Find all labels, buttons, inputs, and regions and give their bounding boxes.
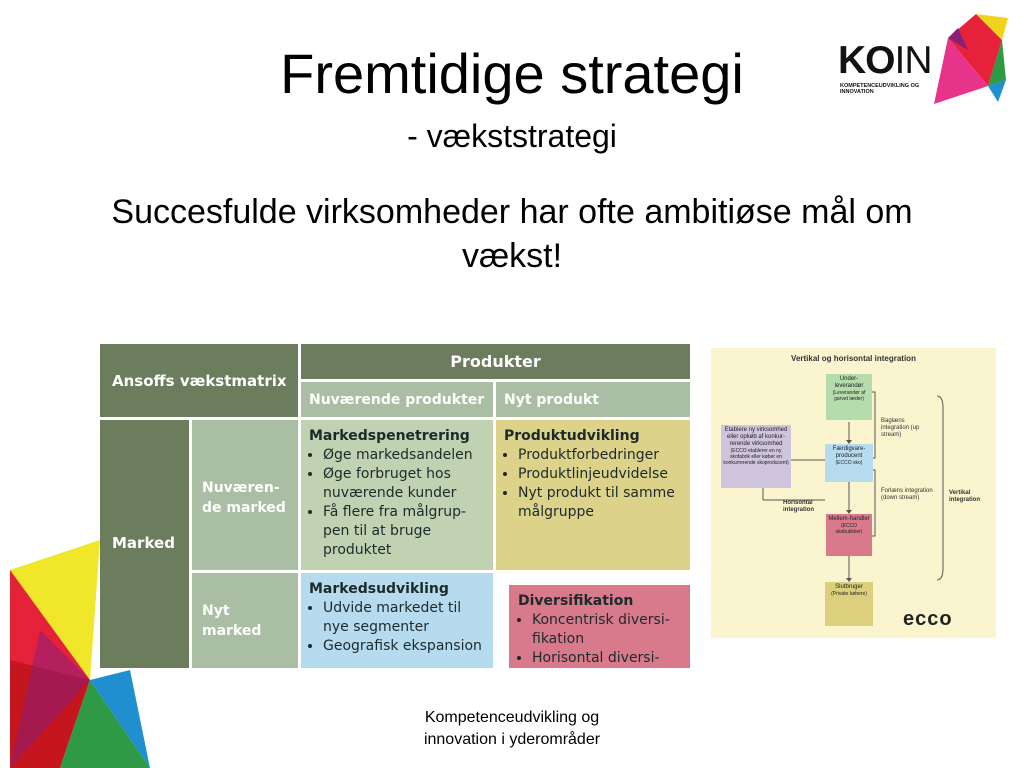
forward-integration-label: Forlæns integration (down stream) [881, 488, 933, 501]
footer-line: Kompetenceudvikling og [424, 709, 600, 726]
producer-box: Færdigvare-producent (ECCO sko) [825, 444, 873, 482]
footer-line: innovation i yderområder [423, 731, 601, 748]
current-products-header: Nuværende produkter [301, 382, 493, 417]
list-item: • Øge forbruget hos nuværende kunder [323, 465, 487, 503]
market-development-cell [301, 573, 493, 668]
list-item: • Produktlinjeudvidelse [518, 465, 684, 484]
products-header: Produkter [301, 344, 690, 379]
list-item: • Øge markedsandelen [323, 446, 487, 465]
koin-logo [838, 10, 1010, 110]
logo-tagline: KOMPETENCEUDVIKLING OG INNOVATION [840, 83, 920, 95]
product-development-title: Produktudvikling [504, 428, 640, 444]
ansoff-matrix [100, 344, 690, 668]
horizontal-integration-box: Etablere ny virksomhed eller opkøb af konkur-rerende virksomhed (ECCO etablerer en ny skofabrik eller køber en konkurrerende skoproducent) [721, 425, 791, 488]
supplier-box: Under-leverandør (Leverandør af garvet læder) [826, 374, 872, 420]
new-product-header: Nyt produkt [496, 382, 690, 417]
list-item: • Koncentrisk diversi-fikation [532, 611, 684, 649]
list-item: • Få flere fra målgrup-pen til at bruge produktet [323, 503, 487, 560]
list-item: • Nyt produkt til samme målgruppe [518, 484, 684, 522]
current-market-header: Nuværen-de marked [192, 420, 298, 570]
new-market-header: Nyt marked [192, 573, 298, 668]
horizontal-integration-label: Horisontal integration [783, 500, 814, 513]
diagram-title: Vertikal og horisontal integration [791, 354, 916, 363]
integration-diagram [711, 348, 996, 638]
diversification-cell [509, 585, 690, 668]
market-header: Marked [100, 420, 189, 668]
slide-lead-text: Succesfulde virksomheder har ofte ambitiøse mål om vækst! [111, 193, 913, 275]
slide-subtitle: - vækststrategi [407, 118, 617, 154]
ecco-brand-logo: ecco [903, 608, 953, 630]
market-development-title: Markedsudvikling [309, 581, 449, 597]
vertical-integration-label: Vertikal integration [949, 490, 980, 503]
market-penetration-cell [301, 420, 493, 570]
logo-wordmark: KOIN [838, 39, 932, 82]
diversification-title: Diversifikation [518, 593, 634, 609]
list-item: • Udvide markedet til nye segmenter [323, 599, 487, 637]
market-penetration-title: Markedspenetrering [309, 428, 470, 444]
slide-title: Fremtidige strategi [280, 42, 744, 105]
list-item: • Produktforbedringer [518, 446, 684, 465]
slide-footer [380, 707, 644, 751]
product-development-cell [496, 420, 690, 570]
middleman-box: Mellem-handler (ECCO skobutikker) [826, 514, 872, 556]
end-user-box: Slutbruger (Private købere) [825, 582, 873, 626]
list-item: • Geografisk ekspansion [323, 637, 487, 656]
matrix-corner-header: Ansoffs vækstmatrix [100, 344, 298, 417]
backward-integration-label: Baglæns integration (up stream) [881, 418, 920, 438]
list-item: • Horisontal diversi- [532, 649, 684, 668]
